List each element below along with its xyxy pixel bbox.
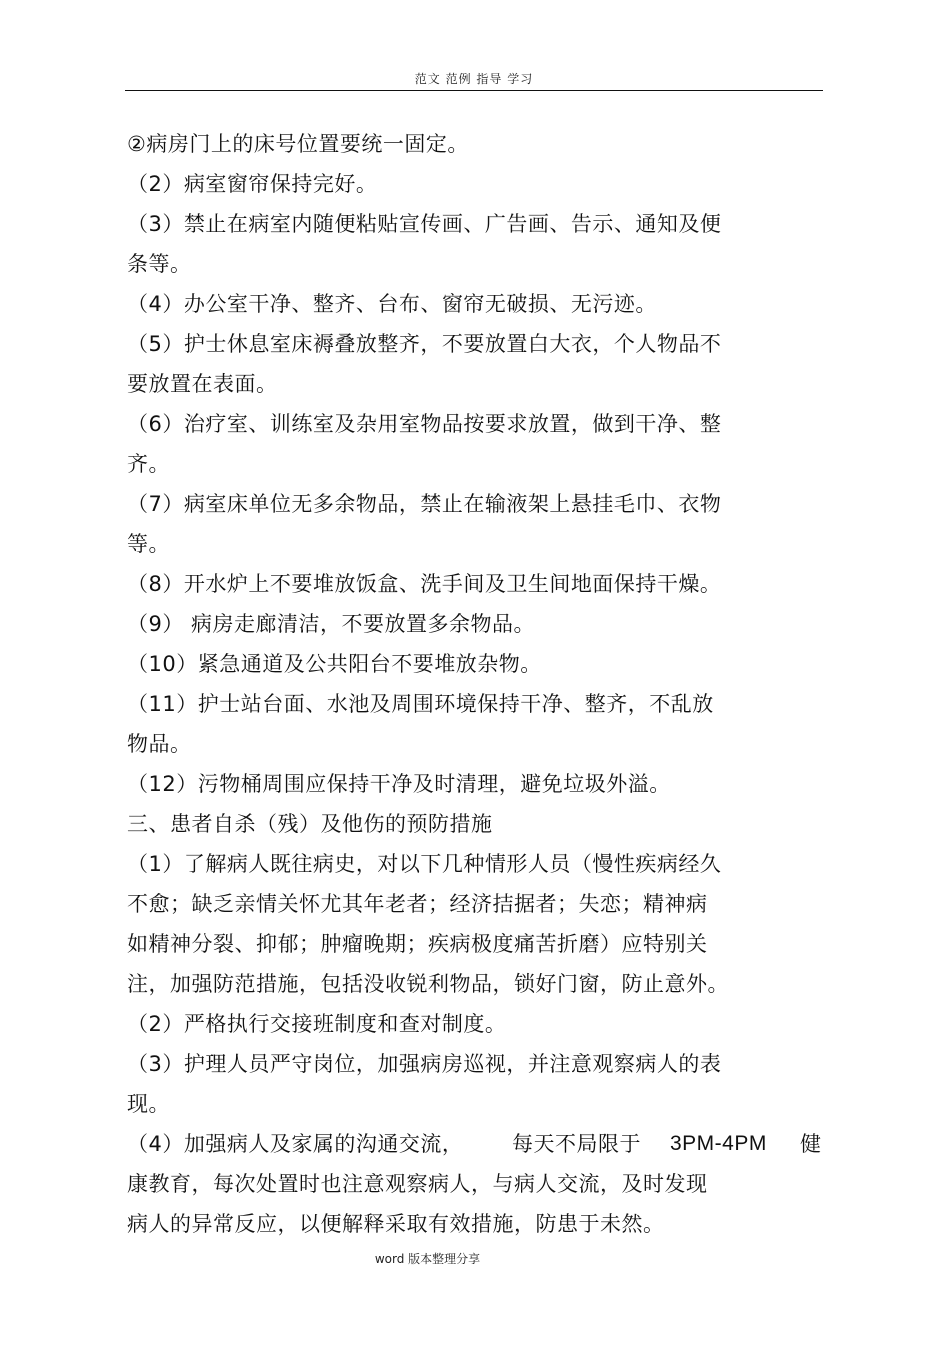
text-line: （10）紧急通道及公共阳台不要堆放杂物。 xyxy=(127,652,542,676)
text-line: （3）禁止在病室内随便粘贴宣传画、广告画、告示、通知及便 xyxy=(127,212,722,236)
text-line: （1）了解病人既往病史，对以下几种情形人员（慢性疾病经久 xyxy=(127,852,722,876)
text-line: 等。 xyxy=(127,532,170,556)
text-line: （2）严格执行交接班制度和查对制度。 xyxy=(127,1012,507,1036)
text-line: （2）病室窗帘保持完好。 xyxy=(127,172,378,196)
text-line: 不愈；缺乏亲情关怀尤其年老者；经济拮据者；失恋；精神病 xyxy=(127,892,708,916)
text-line: 现。 xyxy=(127,1092,170,1116)
text-line: （11）护士站台面、水池及周围环境保持干净、整齐，不乱放 xyxy=(127,692,714,716)
text-line: 康教育，每次处置时也注意观察病人，与病人交流，及时发现 xyxy=(127,1172,708,1196)
line-segment: （4）加强病人及家属的沟通交流， xyxy=(127,1132,464,1156)
text-line: 物品。 xyxy=(127,732,192,756)
footer-text: word 版本整理分享 xyxy=(374,1252,481,1266)
time-range: 3PM-4PM xyxy=(670,1132,767,1155)
text-line: 如精神分裂、抑郁；肿瘤晚期；疾病极度痛苦折磨）应特别关 xyxy=(127,932,708,956)
text-line: 注，加强防范措施，包括没收锐利物品，锁好门窗，防止意外。 xyxy=(127,972,729,996)
text-line: （3）护理人员严守岗位，加强病房巡视，并注意观察病人的表 xyxy=(127,1052,722,1076)
text-line-justified xyxy=(127,1124,827,1164)
header-rule xyxy=(125,90,823,91)
text-line: 病人的异常反应，以便解释采取有效措施，防患于未然。 xyxy=(127,1212,665,1236)
text-line: 齐。 xyxy=(127,452,170,476)
page-footer xyxy=(0,1250,950,1267)
text-line: （6）治疗室、训练室及杂用室物品按要求放置，做到干净、整 xyxy=(127,412,722,436)
section-heading: 三、患者自杀（残）及他伤的预防措施 xyxy=(127,812,493,836)
text-line: ②病房门上的床号位置要统一固定。 xyxy=(127,132,469,156)
text-line: （8）开水炉上不要堆放饭盒、洗手间及卫生间地面保持干燥。 xyxy=(127,572,722,596)
text-line: （7）病室床单位无多余物品，禁止在输液架上悬挂毛巾、衣物 xyxy=(127,492,722,516)
line-segment: 每天不局限于 xyxy=(512,1132,641,1156)
text-line: （5）护士休息室床褥叠放整齐，不要放置白大衣，个人物品不 xyxy=(127,332,722,356)
text-line: 条等。 xyxy=(127,252,192,276)
text-line: （9） 病房走廊清洁，不要放置多余物品。 xyxy=(127,612,536,636)
document-body xyxy=(127,124,827,1244)
line-segment: 健 xyxy=(800,1132,822,1156)
text-line: （4）办公室干净、整齐、台布、窗帘无破损、无污迹。 xyxy=(127,292,657,316)
page-header: 范文 范例 指导 学习 xyxy=(414,72,534,86)
text-line: （12）污物桶周围应保持干净及时清理，避免垃圾外溢。 xyxy=(127,772,671,796)
text-line: 要放置在表面。 xyxy=(127,372,278,396)
